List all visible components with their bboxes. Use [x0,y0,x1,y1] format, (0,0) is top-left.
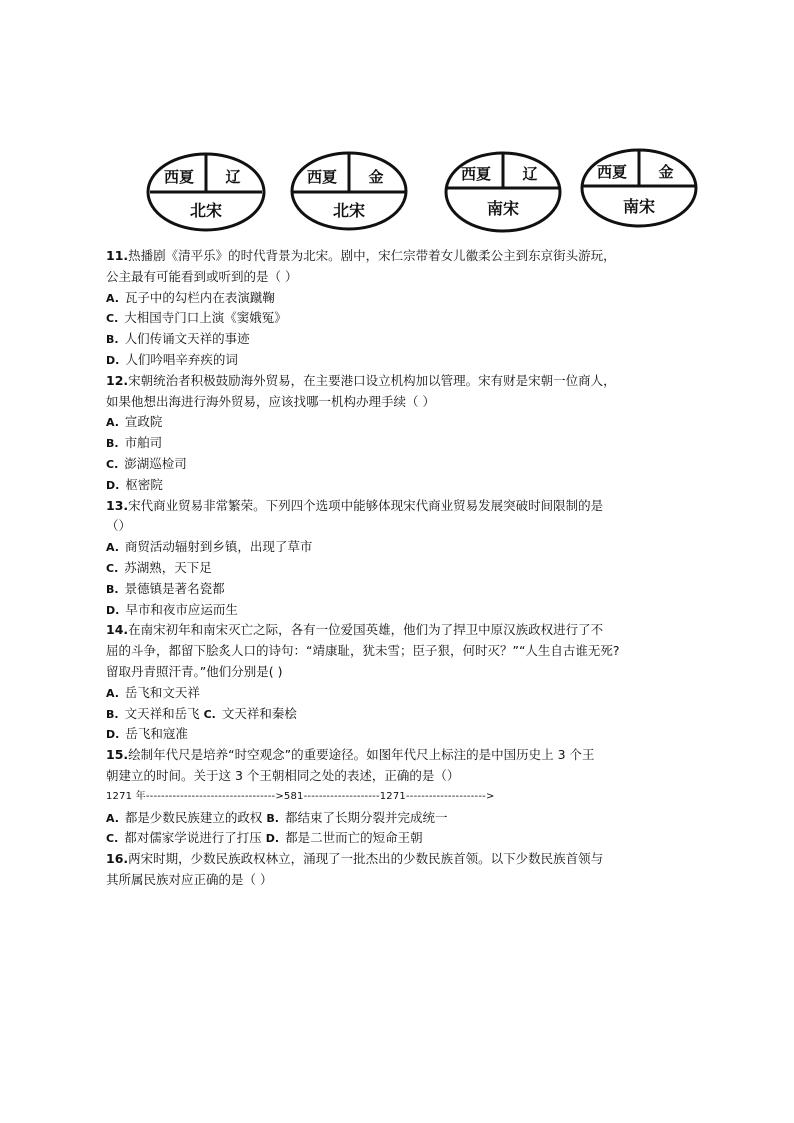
q13-stem-line1 [106,496,706,517]
q12-option: D. 枢密院 [106,476,163,492]
q13-option: C. 苏湖熟，天下足 [106,559,212,575]
diagram-3-right: 辽 [522,165,538,183]
q14-option: A. 岳飞和文天祥 [106,684,200,700]
q16-stem-line1 [106,849,706,870]
diagram-3-bottom: 南宋 [486,199,520,218]
q11-stem2: 公主最有可能看到或听到的是（ ） [106,268,298,284]
q14-option: B. 文天祥和岳飞 C. 文天祥和秦桧 [106,705,297,721]
q12-stem2: 如果他想出海进行海外贸易，应该找哪一机构办理手续（ ） [106,393,435,409]
diagram-4-left: 西夏 [596,163,628,181]
q16-number: 16. [106,851,129,867]
q16-stem1: 两宋时期，少数民族政权林立，涌现了一批杰出的少数民族首领。以下少数民族首领与 [128,851,604,867]
q15-option: C. 都对儒家学说进行了打压 D. 都是二世而亡的短命王朝 [106,830,423,846]
q12-option: A. 宣政院 [106,414,163,430]
q15-timeline: 1271 年---------------------------------->581--------------------1271---------------------> [106,790,495,802]
q13-option: A. 商贸活动辐射到乡镇，出现了草市 [106,539,313,555]
diagram-1 [145,148,267,234]
q11-option: D. 人们吟唱辛弃疾的词 [106,351,238,367]
q11-option: C. 大相国寺门口上演《窦娥冤》 [106,310,287,326]
q14-stem1: 在南宋初年和南宋灭亡之际，各有一位爱国英雄，他们为了捍卫中原汉族政权进行了不 [128,622,604,638]
q11-number: 11. [106,248,129,263]
diagram-1-right: 辽 [225,168,241,186]
q12-number: 12. [106,372,129,388]
q15-stem2: 朝建立的时间。关于这 3 个王朝相同之处的表述，正确的是（） [106,767,460,783]
question-list [106,246,706,891]
q13-stem2: （） [106,518,132,534]
q15-stem1: 绘制年代尺是培养“时空观念”的重要途径。如图年代尺上标注的是中国历史上 3 个王 [128,747,595,763]
q14-number: 14. [106,622,129,638]
q16-stem2: 其所属民族对应正确的是（ ） [106,871,273,887]
q12-option: C. 澎湖巡检司 [106,455,187,471]
q11-stem1: 热播剧《清平乐》的时代背景为北宋。剧中，宋仁宗带着女儿徽柔公主到东京街头游玩， [128,248,616,263]
q15-number: 15. [106,747,129,763]
q11-option: A. 瓦子中的勾栏内在表演蹴鞠 [106,289,275,305]
q14-stem2: 屈的斗争，都留下脍炙人口的诗句：“靖康耻，犹未雪；臣子狠，何时灭？”“人生自古谁无死? [106,643,620,659]
q14-option: D. 岳飞和寇准 [106,726,188,742]
q11-stem-line1 [106,246,706,267]
diagram-4-right: 金 [658,163,674,181]
diagram-2-left: 西夏 [306,168,338,186]
diagram-1-left: 西夏 [163,168,195,186]
q13-option: D. 早市和夜市应运而生 [106,601,238,617]
diagram-4-bottom: 南宋 [622,197,656,216]
q15-option: A. 都是少数民族建立的政权 B. 都结束了长期分裂并完成统一 [106,809,448,825]
diagram-2 [288,148,410,234]
q12-stem1: 宋朝统治者积极鼓励海外贸易，在主要港口设立机构加以管理。宋有财是宋朝一位商人， [128,372,616,388]
q12-stem-line1 [106,371,706,392]
q15-stem-line1 [106,745,706,766]
q14-stem-line1 [106,620,706,641]
q13-option: B. 景德镇是著名瓷都 [106,580,225,596]
diagram-1-bottom: 北宋 [189,201,223,220]
q13-number: 13. [106,497,129,513]
diagram-3 [442,148,564,236]
q11-option: B. 人们传诵文天祥的事迹 [106,331,250,347]
diagram-4 [578,148,700,234]
diagram-2-right: 金 [368,168,384,186]
q12-option: B. 市舶司 [106,435,163,451]
diagram-3-left: 西夏 [460,165,492,183]
q13-stem1: 宋代商业贸易非常繁荣。下列四个选项中能够体现宋代商业贸易发展突破时间限制的是 [128,497,604,513]
dynasty-diagrams [140,148,700,240]
q14-stem3: 留取丹青照汗青。”他们分别是( ) [106,663,283,679]
diagram-2-bottom: 北宋 [332,201,366,220]
